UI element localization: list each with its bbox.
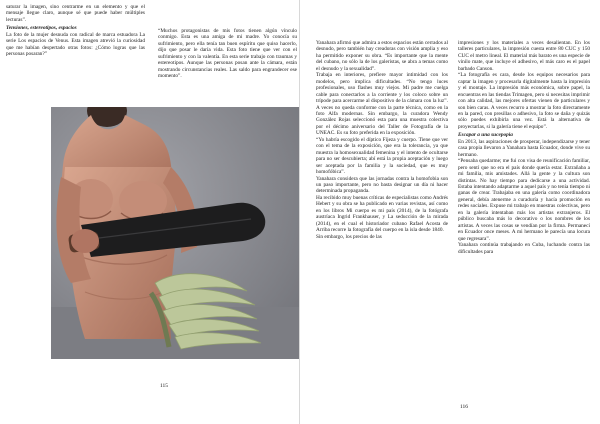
photo-illustration bbox=[51, 107, 303, 359]
paragraph: La foto de la mujer desnuda con radical de marca estuadora La serie Los espacios de Venus. Esta imagen atrevió la curiosidad que me habían despertado otras fotos: ¿Cómo logras que las personas posaran?” bbox=[6, 31, 145, 58]
paragraph: Ha recibido muy buenas críticas de especialistas como Andrés Hebert y su obra se ha publicado en varias revistas, así como en los libros Mi cuerpo es mi país (2014), de la fotógrafa austríaca Ingrid Frankhauser, y La seducción de la mirada (2014), en el cual el historiador cubano Rafael Acosta de Arriba recorre la fotografía del cuerpo en la isla desde 1840. bbox=[316, 194, 448, 234]
left-page-column-2 bbox=[158, 28, 297, 80]
right-page bbox=[300, 0, 600, 424]
paragraph: Trabaja en interiores, prefiere mayor intimidad con los modelos, pero implica dificultades. “No tengo luces profesionales, uso flashes muy viejos. Mi padre me cuelga cable para conectarlos a la corriente y los coloco sobre un trípode para acercarme al dispositivo de la cámara con la luz”. bbox=[316, 72, 448, 105]
paragraph: “Yo habría escogido el díptico Fijeza y cuerpo. Tiene que ver con el tema de la exposición, que era la tolerancia, ya que muestra la homosexualidad femenina y el intento de ocultarse para no ser descubierta; abí está la propia aceptación y luego ser aceptada por la familia y la sociedad, que es muy homofóbica”. bbox=[316, 136, 448, 176]
section-heading: Tensiones, estereotipos, espacios bbox=[6, 25, 77, 32]
paragraph: saturar la imagen, sino centrarme en un elemento y que el mensaje llegue claro, aunque sé que puede haber múltiples lecturas”. bbox=[6, 4, 145, 23]
paragraph: Yanahara continúa trabajando en Cuba, luchando contra las dificultades para bbox=[458, 242, 590, 255]
right-page-column-2 bbox=[458, 40, 590, 255]
paragraph: impresiones y los materiales a veces desalientan. En los talleres particulares, la impresión cuesta entre 80 CUC y 150 CUC el metro lineal. El material más barato es una especie de vinilo mate, que incluye el adhesivo, el más caro es el papel barbado Canson. bbox=[458, 40, 590, 72]
paragraph: “Pensaba quedarme; me fui con visa de reunificación familiar, pero sentí que no era el país donde quería estar. Extrañaba a mi familia, mis amistades. Allá la gente y la cultura son distintas. No hay tiempo para dedicarse a una actividad. Estaba intentando adaptarme a aquel país y no tenía tiempo ni ganas de crear. Trabajaba en una galería como coordinadora general, debía atenerme a curaduría y hacía promoción en redes sociales. Expuse mi trabajo en muestras colectivas, pero en la galería intentaban más los artistas extranjeros. El público buscaba más lo decorativo o los nombres de los artistas. A veces las cosas se vendían por la firma. Permanecí en Ecuador once meses. A mi hermano le parecía una locura que regresara”. bbox=[458, 158, 591, 242]
page-number: 116 bbox=[460, 404, 469, 410]
paragraph: “La fotografía es cara, desde los equipos necesarios para captar la imagen y procesarla digitalmente hasta la impresión y el montaje. La impresión más económica, sobre papel, la encuentras en las tiendas Trimagen, pero si necesitas imprimir con alta calidad, las mejores ofertas vienen de particulares y son bien caras. A veces recurro a mostrar la foto directamente en la pared, con presillas o adhesivo, la foto se daña y quizás sólo puedes exhibirla una vez. Está la alternativa de proyectarlas, si la galería tiene el equipo”. bbox=[458, 72, 590, 130]
paragraph: Sin embargo, los precios de las bbox=[316, 233, 382, 240]
section-heading: Escapar a una sucepopia bbox=[458, 132, 513, 139]
paragraph: A veces no queda conforme con la parte técnica, como en la foto Alfa modernas. Sin embargo, la curadora Wendy González Rojas seleccionó esta para una muestra colectiva por el décimo aniversario del Taller de Fotografía de la UNEAC. Es su foto preferida en la exposición. bbox=[316, 104, 448, 137]
paragraph: Yanahara considera que las jornadas contra la homofobia son un paso importante, pero no basta designar un día ni hacer determinada propaganda. bbox=[316, 175, 448, 195]
paragraph: En 2013, las aspiraciones de prosperar, independizarse y tener casa propia llevaron a Yanahara hasta Ecuador, donde vive su hermano. bbox=[458, 138, 590, 158]
photo-woman-with-machete bbox=[51, 107, 303, 359]
paragraph: Yanahara afirmó que admira a estos espacios están cerrados al desnudo, pero también hay creadoras con visión amplia y eso ha permitido exponer su obra. “Es importante que la mente del cubano, no sólo la de los galeristas, se abra a temas como el desnudo y la sexualidad”. bbox=[316, 40, 448, 72]
paragraph: “Muchos protagonistas de mis fotos tienen algún vínculo conmigo. Esta es una amiga de mi madre. Yo conocía su sufrimiento, pero ella tenía tan buen espíritu que quiso hacerlo, dijo que posar le daría vida. Esta foto tiene que ver con el sufrimiento y con la valentía. En esta serie trabajo con traumas y estereotipos. Aunque las personas posan ante la cámara, están mostrando circunstancias reales. Las saldo para engrandecer ese momento”. bbox=[158, 28, 297, 80]
right-page-column-1 bbox=[316, 40, 448, 240]
left-page-column-1 bbox=[6, 4, 145, 58]
page-number: 115 bbox=[160, 383, 169, 389]
